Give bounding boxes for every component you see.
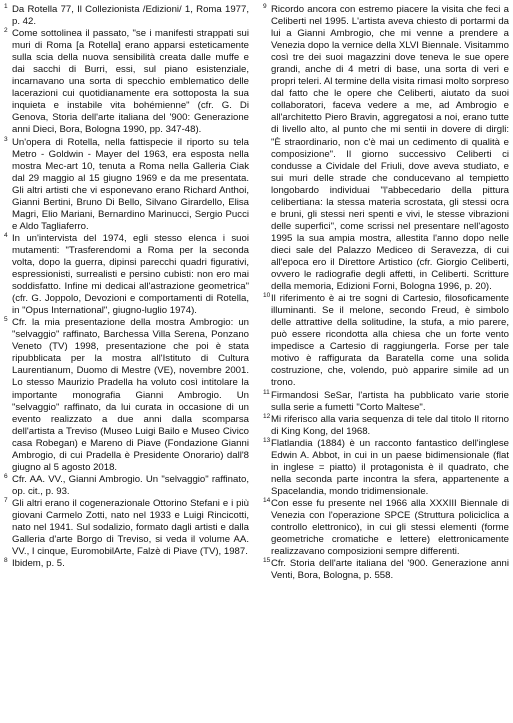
- footnote-text: Mi riferisco alla varia sequenza di tele dal titolo Il ritorno di King Kong, del 1968.: [271, 413, 509, 437]
- footnote: [4, 474, 249, 498]
- footnotes-left-column: [4, 4, 249, 570]
- footnote-number: 10: [263, 292, 271, 300]
- footnote-text: Cfr. AA. VV., Gianni Ambrogio. Un "selvaggio" raffinato, op. cit., p. 93.: [12, 473, 249, 497]
- footnote: [263, 414, 509, 438]
- footnote-text: Un'opera di Rotella, nella fattispecie il riporto su tela Metro - Goldwin - Mayer del 1963, era esposta nella mostra Mec-art 10, tenuta a Roma nella Galleria Ciak dal 29 maggio al 15 giugno 1969 e da me presentata. Gli altri artisti che vi esponevano erano Richard Anthoi, Gianni Bertini, Bruno Di Bello, Silvano Girardello, Elisa Magri, Elio Mariani, Bernardino Marinucci, Sergio Pucci e Aldo Tagliaferro.: [12, 136, 249, 232]
- footnote-number: 11: [263, 388, 270, 396]
- footnote: [4, 558, 249, 570]
- footnote: [263, 390, 509, 414]
- footnote: [263, 498, 509, 558]
- footnote-number: 7: [4, 496, 8, 504]
- footnote: [4, 233, 249, 317]
- footnote-text: Con esse fu presente nel 1966 alla XXXIII Biennale di Venezia con l'operazione SPCE (Struttura policiclica a controllo elettronico), in cui gli stessi elementi (forme geometriche cromatiche e lettere) elettronicamente realizzavano composizioni sempre differenti.: [271, 497, 509, 558]
- footnote-text: Il riferimento è ai tre sogni di Cartesio, filosoficamente illuminanti. Se il melone, secondo Freud, è simbolo delle attrattive della solitudine, la stufa, a mio parere, può essere ricondotta alla chiesa che un forte vento impedisce a Cartesio di raggiungerla. Forse per tale motivo è raffigurata da Baratella come una solida costruzione, che, volendo, può apparire simile ad un trono.: [271, 293, 509, 389]
- footnote: [263, 4, 509, 293]
- footnote-number: 9: [263, 3, 267, 10]
- footnote-text: Da Rotella 77, Il Collezionista /Edizioni/ 1, Roma 1977, p. 42.: [12, 4, 249, 28]
- footnote-number: 13: [263, 436, 271, 444]
- footnote-text: Cfr. la mia presentazione della mostra Ambrogio: un "selvaggio" raffinato, Barchessa Villa Serena, Ponzano Veneto (TV) 1998, presentazione che poi è stata ripubblicata per la mostra all'Istituto di Cultura Laurentianum, Duomo di Mestre (VE), novembre 2001. Lo stesso Maurizio Pradella ha voluto così intitolare la importante monografia Gianni Ambrogio. Un "selvaggio" raffinato, da lui curata in occasione di un evento realizzato a due anni dalla scomparsa dell'artista a Treviso (Museo Luigi Bailo e Museo Civico casa Robegan) e Mareno di Piave (Fondazione Gianni Ambrogio, di cui Pradella è Presidente Onorario) dall'8 giugno al 5 agosto 2018.: [12, 317, 249, 473]
- footnote-text: Firmandosi SeSar, l'artista ha pubblicato varie storie sulla serie a fumetti "Corto Maltese".: [271, 389, 509, 413]
- footnote: [263, 438, 509, 498]
- footnote-number: 2: [4, 27, 8, 35]
- footnote-text: Flatlandia (1884) è un racconto fantastico dell'inglese Edwin A. Abbot, in cui in un paese bidimensionale (flat in inglese = piatto) il protagonista è il quadrato, che nella seconda parte incontra la sfera, appartenente a Spacelandia, mondo tridimensionale.: [271, 437, 509, 497]
- footnote-text: Gli altri erano il cogenerazionale Ottorino Stefani e i più giovani Carmelo Zotti, nato nel 1933 e Luigi Rincicotti, nato nel 1941. Sul sodalizio, formato dagli artisti e dalla Galleria d'arte Borgo di Treviso, si veda il volume AA. VV., I cinque, EuromobilArte, Falzè di Piave (TV), 1987.: [12, 497, 249, 558]
- footnote-number: 8: [4, 557, 8, 565]
- footnote-text: Ibidem, p. 5.: [12, 558, 65, 570]
- footnote-number: 15: [263, 557, 271, 565]
- footnote: [4, 4, 249, 28]
- footnote-number: 4: [4, 231, 8, 239]
- footnote-text: Cfr. Storia dell'arte italiana del '900. Generazione anni Venti, Bora, Bologna, p. 558.: [271, 558, 509, 582]
- footnote: [263, 293, 509, 389]
- footnote-number: 14: [263, 496, 271, 504]
- footnote: [4, 317, 249, 474]
- footnote: [263, 558, 509, 582]
- footnote-number: 6: [4, 472, 8, 480]
- footnote-number: 1: [4, 3, 8, 10]
- footnote-text: In un'intervista del 1974, egli stesso elenca i suoi mutamenti: "Trasferendomi a Roma per la seconda volta, dopo la guerra, dipinsi parecchi quadri figurativi, espressionisti, surrealisti e persino cubisti: non ero mai soddisfatto. Infine mi dedicai all'astrazione geometrica" (cfr. G. Joppolo, Devozioni e comportamenti di Rotella, in "Opus International", giugno-luglio 1974).: [12, 232, 249, 317]
- footnote-number: 5: [4, 316, 8, 324]
- footnote: [4, 498, 249, 558]
- footnote: [4, 28, 249, 136]
- footnote-text: Come sottolinea il passato, "se i manifesti strappati sui muri di Roma [a Rotella] erano apparsi esteticamente sulla scia della nuova sensibilità creata dalle muffe e dai sacchi di Burri, essi, sul piano esistenziale, incarnavano una sorta di specchio emblematico delle lacerazioni cui quotidianamente era sottoposta la sua inquieta e instabile vita bohémienne" (cfr. G. Di Genova, Storia dell'arte italiana del '900: Generazione anni Dieci, Bora, Bologna 1990, pp. 347-48).: [12, 28, 249, 136]
- footnote-number: 3: [4, 135, 8, 143]
- footnote-number: 12: [263, 412, 271, 420]
- footnotes-right-column: [263, 4, 509, 582]
- footnote: [4, 137, 249, 233]
- footnote-text: Ricordo ancora con estremo piacere la visita che feci a Celiberti nel 1995. L'artista aveva chiesto di portarmi da lui a Gianni Ambrogio, che mi venne a prendere a Venezia dopo la vernice della XLVI Biennale. Visitammo così tre dei suoi magazzini dove teneva le sue opere grandi, anche di 4 metri di base, una sorta di veri e propri teleri. Al termine della visita rimasi molto sorpreso dal fatto che le opere che Celiberti, aiutato da suoi collaboratori, faceva vedere a me, ad Ambrogio e all'architetto Piero Bravin, aggregatosi a noi, erano tutte di livello alto, al punto che mi sentii in dovere di dirgli: "È straordinario, non c'è mai un cedimento di qualità e composizione". Il giorno successivo Celiberti ci condusse a Cividale del Friuli, dove aveva studiato, e sui muri delle strade che conducevano al tempietto longobardo individuai "l'abbecedario della pittura celibertiana: la stessa materia scrostata, gli stessi ocra e bruni, gli stessi neri spenti e vivi, le stesse vibrazioni delle superfici", come scrissi nel presentare nell'agosto 1995 la sua ampia mostra, allestita l'anno dopo nelle dieci sale del Palazzo Mediceo di Seravezza, di cui all'epoca ero il Direttore Artistico (cfr. Giorgio Celiberti, ovvero le radiografie degli affetti, in Celiberti. Scritture della memoria, Edizioni Forni, Bologna 1996, p. 20).: [271, 4, 509, 293]
